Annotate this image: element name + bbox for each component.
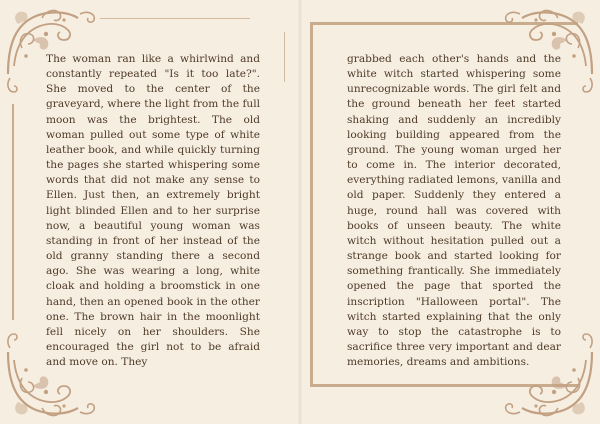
top-rule [100, 18, 250, 19]
gutter-rule [284, 32, 285, 82]
right-page-text: grabbed each other's hands and the white witch started whispering some unrecognizable words. The girl felt and the ground beneath her feet started shaking and suddenly an incredibly looking building appeared from the ground. The young woman urged her to come in. The interior decorated, everything radiated lemons, vanilla and old paper. Suddenly they entered a huge, round hall was covered with books of unseen beauty. The white witch without hesitation pulled out a strange book and started looking for something frantically. She immediately opened the page that sported the inscription "Halloween portal". The witch started explaining that the only way to stop the catastrophe is to sacrifice three very important and dear memories, dreams and ambitions. [347, 53, 561, 369]
left-page-text: The woman ran like a whirlwind and constantly repeated "Is it too late?". She moved to the center of the graveyard, where the light from the full moon was the brightest. The old woman pulled out some type of white leather book, and while quickly turning the pages she started whispering some words that did not make any sense to Ellen. Just then, an extremely bright light blinded Ellen and to her surprise now, a beautiful young woman was standing in front of her instead of the old granny standing there a second ago. She was wearing a long, white cloak and holding a broomstick in one hand, then an opened book in the other one. The brown hair in the moonlight fell nicely on her shoulders. She encouraged the girl not to be afraid and move on. They [46, 53, 260, 369]
right-page [300, 0, 600, 424]
left-margin-line [12, 104, 14, 320]
frame-left [310, 22, 313, 387]
